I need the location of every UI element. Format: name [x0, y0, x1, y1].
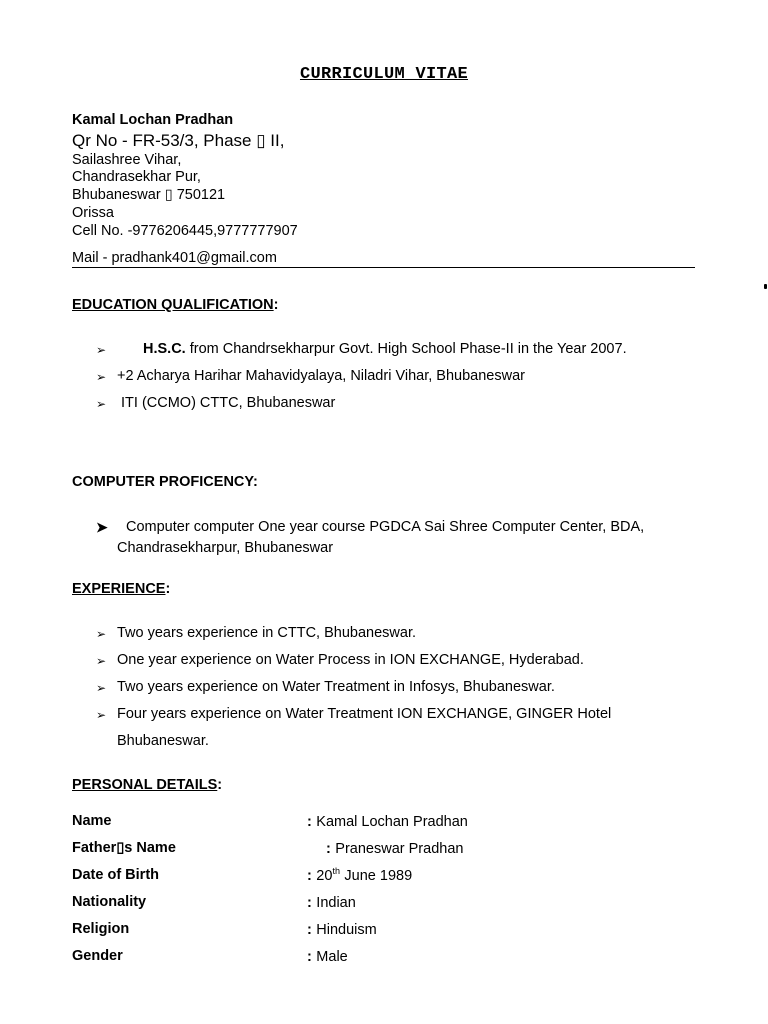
detail-label-name: Name: [72, 813, 112, 829]
education-heading: EDUCATION QUALIFICATION:: [72, 297, 279, 313]
detail-value-father: : Praneswar Pradhan: [326, 841, 464, 857]
experience-item: One year experience on Water Process in ION EXCHANGE, Hyderabad.: [117, 652, 584, 668]
detail-label-dob: Date of Birth: [72, 867, 159, 883]
detail-value-nationality: : Indian: [307, 895, 356, 911]
detail-label-gender: Gender: [72, 948, 123, 964]
header-divider: [72, 267, 695, 268]
experience-item: Two years experience on Water Treatment in Infosys, Bhubaneswar.: [117, 679, 555, 695]
experience-heading: EXPERIENCE:: [72, 581, 171, 597]
bullet-arrow-icon: ➢: [96, 654, 107, 668]
education-item: ITI (CCMO) CTTC, Bhubaneswar: [121, 395, 336, 411]
detail-value-gender: : Male: [307, 949, 348, 965]
email-address: Mail - pradhank401@gmail.com: [72, 250, 277, 266]
bullet-arrow-icon: ➢: [96, 627, 107, 641]
detail-label-father: Father▯s Name: [72, 840, 176, 856]
bullet-arrow-icon: ➢: [96, 370, 107, 384]
detail-label-nationality: Nationality: [72, 894, 147, 910]
personal-heading: PERSONAL DETAILS:: [72, 777, 223, 793]
bullet-arrow-icon: ➤: [96, 519, 108, 535]
detail-value-religion: : Hinduism: [307, 922, 377, 938]
address-line: Orissa: [72, 205, 114, 221]
detail-value-name: : Kamal Lochan Pradhan: [307, 814, 468, 830]
phone-number: Cell No. -9776206445,9777777907: [72, 223, 298, 239]
candidate-name: Kamal Lochan Pradhan: [72, 112, 234, 128]
page-edge-mark: [764, 284, 767, 289]
address-line: Bhubaneswar ▯ 750121: [72, 187, 226, 203]
education-item: +2 Acharya Harihar Mahavidyalaya, Niladri Vihar, Bhubaneswar: [117, 368, 525, 384]
bullet-arrow-icon: ➢: [96, 343, 107, 357]
bullet-arrow-icon: ➢: [96, 708, 107, 722]
computer-course: Computer computer One year course PGDCA Sai Shree Computer Center, BDA,: [126, 519, 645, 535]
detail-value-dob: : 20th June 1989: [307, 866, 413, 884]
bullet-arrow-icon: ➢: [96, 681, 107, 695]
document-title: CURRICULUM VITAE: [299, 65, 469, 84]
computer-heading: COMPUTER PROFICENCY:: [72, 474, 258, 490]
address-line: Chandrasekhar Pur,: [72, 169, 201, 185]
experience-item: Four years experience on Water Treatment ION EXCHANGE, GINGER Hotel: [117, 706, 612, 722]
experience-item-continuation: Bhubaneswar.: [117, 733, 209, 749]
address-quarter: Qr No - FR-53/3, Phase ▯ II,: [72, 131, 285, 150]
computer-course-location: Chandrasekharpur, Bhubaneswar: [117, 540, 334, 556]
bullet-arrow-icon: ➢: [96, 397, 107, 411]
education-item: H.S.C. from Chandrsekharpur Govt. High School Phase-II in the Year 2007.: [143, 341, 627, 357]
experience-item: Two years experience in CTTC, Bhubaneswar.: [117, 625, 416, 641]
address-line: Sailashree Vihar,: [72, 152, 182, 168]
detail-label-religion: Religion: [72, 921, 130, 937]
